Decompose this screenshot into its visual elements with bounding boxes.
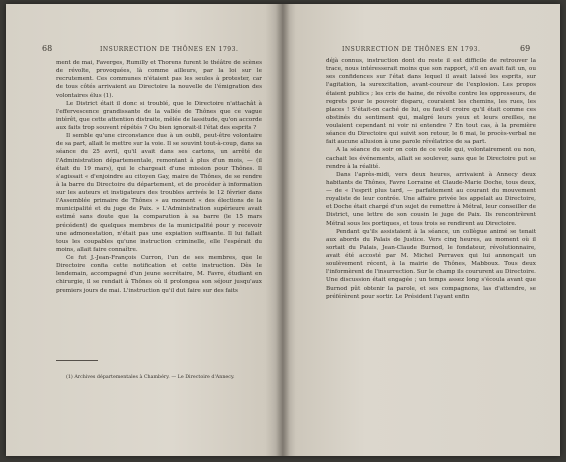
running-head: INSURRECTION DE THÔNES EN 1793. xyxy=(100,46,239,53)
footnote: (1) Archives départementales à Chambéry. — Le Directoire d'Annecy. xyxy=(66,375,235,380)
paragraph: Dans l'après-midi, vers deux heures, arrivaient à Annecy deux habitants de Thônes, Favre Lorraine et Claude-Marie Doche, tous deux, — de « l'esprit plus tard, — parfaitement au courant du mouvement royaliste de leur contrée. Une affaire privée les appelait au Directoire, et Doche était chargé d'un sujet de remettre à Métral, leur conseiller de District, une lettre de son cousin le juge de Paix. Ils rencontrèrent Métral sous les portiques, et tous trois se rendirent au Directoire. xyxy=(326,171,536,227)
body-text xyxy=(326,57,536,301)
paragraph: Le District était il donc si troublé, que le Directoire n'attachât à l'effervescence grandissante de la vallée de Thônes que ce vague intérêt, que cette attention distraite, mêlée de lassitude, qu'on accorde aux faits trop souvent répétés ? Ou bien ignorait-il l'état des esprits ? xyxy=(56,100,262,131)
paragraph: ment de mai, Faverges, Rumilly et Thorens furent le théâtre de scènes de révolte, provoquées, là comme ailleurs, par la loi sur le recrutement. Ces communes n'étaient pas les seules à protester, car de tous côtés arrivaient au Directoire la nouvelle de l'émigration des volontaires élus (1). xyxy=(56,60,262,99)
book-gutter xyxy=(276,4,290,456)
paragraph: Il semble qu'une circonstance due à un oubli, peut-être volontaire de sa part, allait le mettre sur la voie. Il se souvint tout-à-coup, dans sa séance du 25 avril, qu'il avait dans ses cartons, un arrêté de l'Administration départementale, remontant à plus d'un mois, — (il était du 19 mars), qui le chargeait d'une mission pour Thônes. Il s'agissait « d'enjoindre au citoyen Gay, maire de Thônes, de se rendre à la barre du Directoire du département, et de procéder à information sur les auteurs et instigateurs des troubles arrivés le 12 février dans l'Assemblée primaire de Thônes » au moment « des élections de la municipalité et du juge de Paix. » L'Administration supérieure avait estimé sans doute que la comparution à sa barre (le 15 mars précédent) de quelques membres de la municipalité pour y recevoir une admonestation, n'était pas une expiation suffisante. Il lui fallait tous les coupables qu'une instruction criminelle, elle l'espérait du moins, allait faire connaître. xyxy=(56,133,262,253)
running-head: INSURRECTION DE THÔNES EN 1793. xyxy=(342,46,481,53)
paragraph: Ce fut J.-Jean-François Curron, l'un de ses membres, que le Directoire confia cette notification et cette instruction. Dès le lendemain, accompagné d'un jeune secrétaire, M. Favre, étudiant en chirurgie, il se rendait à Thônes où il prolongea son séjour jusqu'aux premiers jours de mai. L'instruction qu'il dut faire sur des faits xyxy=(56,255,262,294)
paragraph: Pendant qu'ils assistaient à la séance, un collègue animé se tenait aux abords du Palais de Justice. Vers cinq heures, au moment où il sortait du Palais, Jean-Claude Burnod, le fondateur, révolutionnaire, avait été accosté par M. Michel Perravex qui lui annonçait un soulèvement récent, à la mairie de Thônes, Mabboux. Tous deux l'informèrent de l'insurrection. Sur le champ ils coururent au Directoire. Une discussion était engagée ; un temps assez long s'écoula avant que Burnod pût obtenir la parole, et ses compagnons, las d'attendre, se préférèrent pour sortir. Le Président l'ayant enfin xyxy=(326,228,536,300)
left-page xyxy=(6,4,282,456)
paragraph: A la séance du soir on coin de ce voile qui, volontairement ou non, cachait les événements, allait se soulever, sans que le Directoire put se rendre à la réalité. xyxy=(326,147,536,170)
right-page xyxy=(282,4,560,456)
body-text xyxy=(56,59,262,295)
footnote-rule xyxy=(56,360,98,361)
page-number: 69 xyxy=(520,44,531,53)
book-spread xyxy=(6,4,560,456)
page-number: 68 xyxy=(42,44,53,53)
paragraph: déjà connus, instruction dont du reste il est difficile de retrouver la trace, nous intéresserait moins que son rapport, s'il en avait fait un, ou ses confidences sur l'état dans lequel il avait laissé les esprits, sur l'agitation, la surexcitation, avant-coureur de l'explosion. Les propos étaient publics ; les cris de haine, de révolte contre les oppresseurs, de regrets pour le pouvoir disparu, couraient les chemins, les rues, les places ! S'était-on caché de lui, ou faut-il croire qu'il était comme ces obstinés du sentiment qui, malgré leurs yeux et leurs oreilles, ne voulaient cependant ni voir ni entendre ? En tout cas, à la première séance du Directoire qui suivit son retour, le 6 mai, le procès-verbal ne fait aucune allusion à une parole révélatrice de sa part. xyxy=(326,58,536,146)
